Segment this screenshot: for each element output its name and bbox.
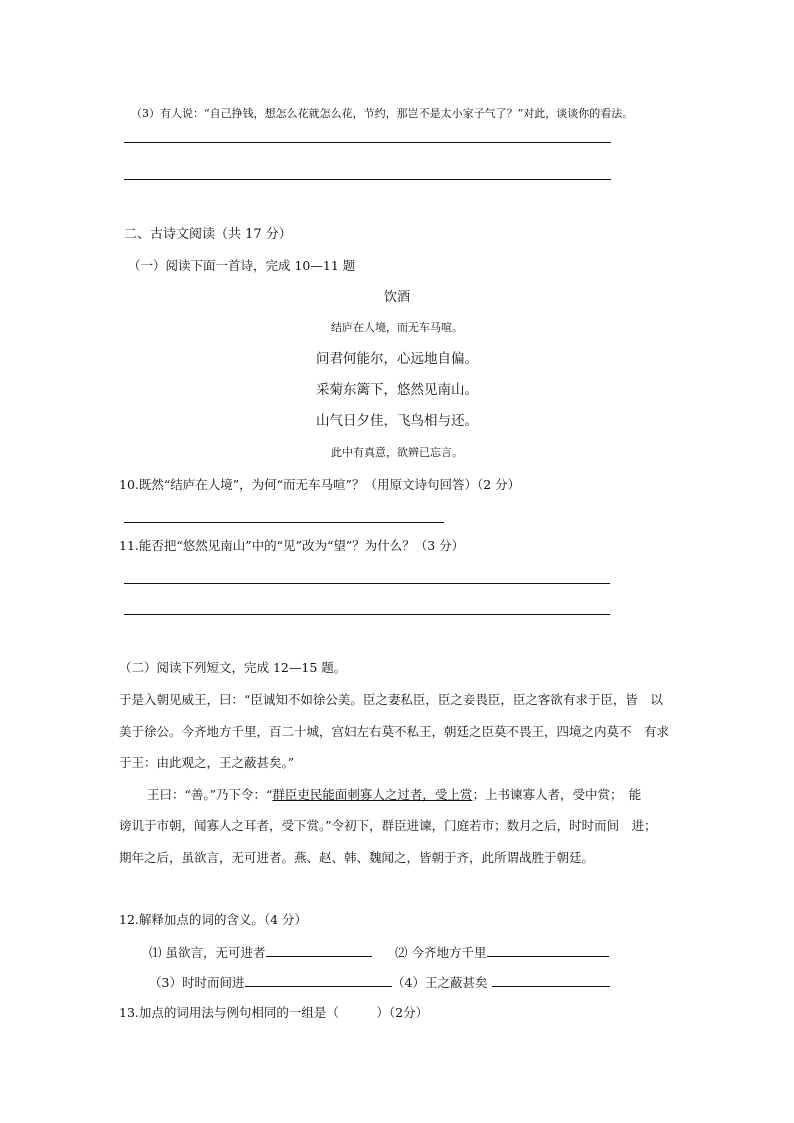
q12-item-3 — [149, 974, 392, 990]
poem-line-4: 山气日夕佳，飞鸟相与还。 — [316, 413, 478, 429]
q12-item-3-label: （3）时时而间进 — [149, 975, 245, 990]
passage-line-4-post: ；上书谏寡人者，受中赏； 能 — [472, 787, 642, 802]
poem-line-5: 此中有真意，欲辨已忘言。 — [331, 446, 463, 459]
passage-line-5: 谤讥于市朝，闻寡人之耳者，受下赏。”令初下，群臣进谏，门庭若市；数月之后，时时而间 进； — [119, 818, 657, 833]
passage-line-1: 于是入朝见威王，曰：“臣诚知不如徐公美。臣之妻私臣，臣之妾畏臣，臣之客欲有求于臣，皆 以 — [119, 692, 663, 707]
answer-line-11-a[interactable] — [124, 583, 610, 584]
passage-underlined-phrase: 群臣吏民能面刺寡人之过者，受上赏 — [272, 787, 473, 802]
poem-line-1: 结庐在人境，而无车马喧。 — [331, 321, 463, 334]
answer-line-9-3-b[interactable] — [124, 179, 611, 180]
part2-intro: （二）阅读下列短文，完成 12—15 题。 — [119, 660, 347, 675]
section-heading: 二、古诗文阅读（共 17 分） — [124, 227, 292, 242]
q12-blank-1[interactable] — [266, 944, 372, 957]
q12-blank-4[interactable] — [492, 974, 610, 987]
part1-intro: （一）阅读下面一首诗，完成 10—11 题 — [128, 258, 356, 273]
q12-item-2-label: ⑵ 今齐地方千里 — [395, 945, 487, 960]
q12-item-4 — [392, 974, 610, 990]
question-12: 12.解释加点的词的含义。（4 分） — [119, 912, 308, 927]
answer-line-9-3-a[interactable] — [124, 142, 611, 143]
passage-line-4 — [147, 789, 641, 802]
question-11: 11.能否把“悠然见南山”中的“见”改为“望”？为什么？（3 分） — [119, 538, 465, 553]
passage-line-2: 美于徐公。今齐地方千里，百二十城，宫妇左右莫不私王，朝廷之臣莫不畏王，四境之内莫不 有求 — [119, 724, 670, 739]
passage-line-3: 于王：由此观之，王之蔽甚矣。” — [119, 755, 295, 770]
q12-blank-2[interactable] — [487, 944, 609, 957]
passage-line-6: 期年之后，虽欲言，无可进者。燕、赵、韩、魏闻之，皆朝于齐，此所谓战胜于朝廷。 — [119, 850, 595, 865]
poem-line-3: 采菊东篱下，悠然见南山。 — [316, 382, 478, 398]
answer-line-10[interactable] — [124, 522, 444, 523]
passage-line-4-pre: 王曰：“善。”乃下令：“ — [147, 787, 273, 802]
question-13: 13.加点的词用法与例句相同的一组是（ ）（2分） — [119, 1005, 429, 1020]
poem-line-2: 问君何能尔，心远地自偏。 — [316, 351, 478, 367]
question-9-3: （3）有人说：“自己挣钱，想怎么花就怎么花，节约，那岂不是太小家子气了？”对此，谈谈你的看法。 — [131, 107, 634, 120]
q12-blank-3[interactable] — [245, 974, 392, 987]
q12-item-1 — [149, 944, 372, 960]
q12-item-4-label: （4）王之蔽甚矣 — [392, 975, 488, 990]
question-10: 10.既然“结庐在人境”，为何“而无车马喧”？（用原文诗句回答）（2 分） — [119, 477, 521, 492]
poem-title: 饮酒 — [383, 290, 410, 305]
q12-item-2 — [395, 944, 609, 960]
answer-line-11-b[interactable] — [124, 614, 610, 615]
q12-item-1-label: ⑴ 虽欲言，无可进者 — [149, 945, 266, 960]
